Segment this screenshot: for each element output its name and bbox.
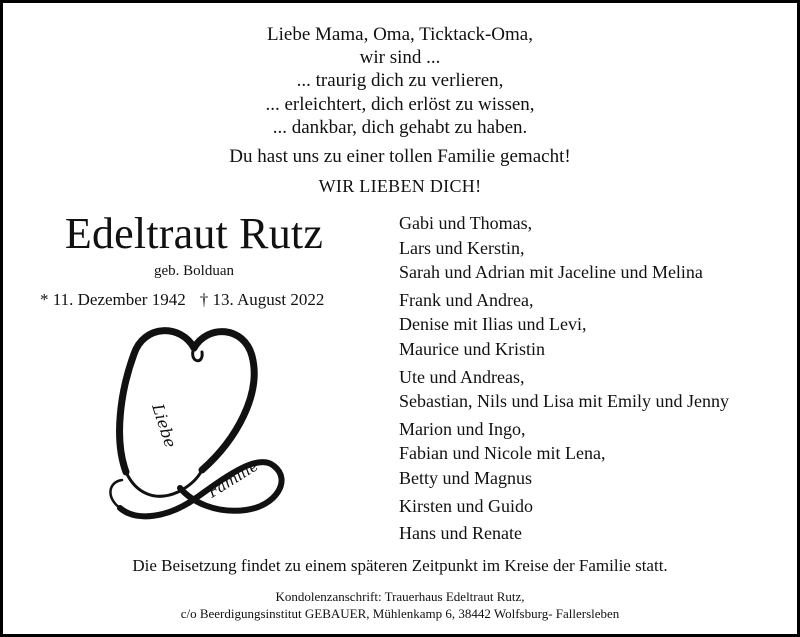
family-group xyxy=(399,365,794,414)
emblem-word-liebe: Liebe xyxy=(148,401,181,450)
intro-love: WIR LIEBEN DICH! xyxy=(318,176,482,197)
intro-line: Liebe Mama, Oma, Ticktack-Oma, xyxy=(267,24,533,45)
family-group xyxy=(399,417,794,491)
intro-line: ... traurig dich zu verlieren, xyxy=(296,70,504,92)
family-group xyxy=(399,494,794,519)
family-group xyxy=(399,288,794,362)
born-name: geb. Bolduan xyxy=(154,263,234,279)
family-member: Gabi und Thomas, xyxy=(399,213,533,233)
family-member: Kirsten und Guido xyxy=(399,495,533,516)
family-member: Frank und Andrea, xyxy=(399,289,534,310)
family-group xyxy=(399,521,794,546)
death-date: † 13. August 2022 xyxy=(199,290,325,309)
family-member: Maurice und Kristin xyxy=(399,338,545,359)
family-list xyxy=(399,211,794,549)
family-member: Hans und Renate xyxy=(399,523,522,544)
condolence-line-1 xyxy=(0,588,800,605)
condolence-label: Kondolenzanschrift: Trauerhaus xyxy=(275,589,443,604)
deceased-name: Edeltraut Rutz xyxy=(64,209,324,258)
family-member: Ute und Andreas, xyxy=(399,366,525,387)
burial-note: Die Beisetzung findet zu einem späteren Zeitpunkt im Kreise der Familie statt. xyxy=(132,556,668,575)
intro-line: wir sind ... xyxy=(359,47,441,69)
emblem-word-familie: Familie xyxy=(204,456,262,502)
family-member: Fabian und Nicole mit Lena, xyxy=(399,443,606,464)
family-member: Betty und Magnus xyxy=(399,467,532,488)
family-member: Marion und Ingo, xyxy=(399,418,526,439)
intro-line: ... dankbar, dich gehabt zu haben. xyxy=(272,116,528,138)
intro-text xyxy=(0,23,800,197)
family-member: Sebastian, Nils und Lisa mit Emily und Jenny xyxy=(399,391,729,412)
birth-date: * 11. Dezember 1942 xyxy=(40,290,186,309)
family-member: Sarah und Adrian mit Jaceline und Melina xyxy=(399,262,703,283)
condolence-name: Edeltraut Rutz, xyxy=(445,589,525,604)
family-group xyxy=(399,211,794,285)
condolence-address xyxy=(0,588,800,622)
condolence-line-2: c/o Beerdigungsinstitut GEBAUER, Mühlenkamp 6, 38442 Wolfsburg- Fallersleben xyxy=(180,606,620,621)
life-dates xyxy=(40,290,360,310)
intro-line: ... erleichtert, dich erlöst zu wissen, xyxy=(265,93,535,115)
family-member: Denise mit Ilias und Levi, xyxy=(399,314,587,335)
heart-infinity-icon xyxy=(96,322,292,527)
intro-closing: Du hast uns zu einer tollen Familie gemacht! xyxy=(229,146,571,168)
family-member: Lars und Kerstin, xyxy=(399,237,525,258)
